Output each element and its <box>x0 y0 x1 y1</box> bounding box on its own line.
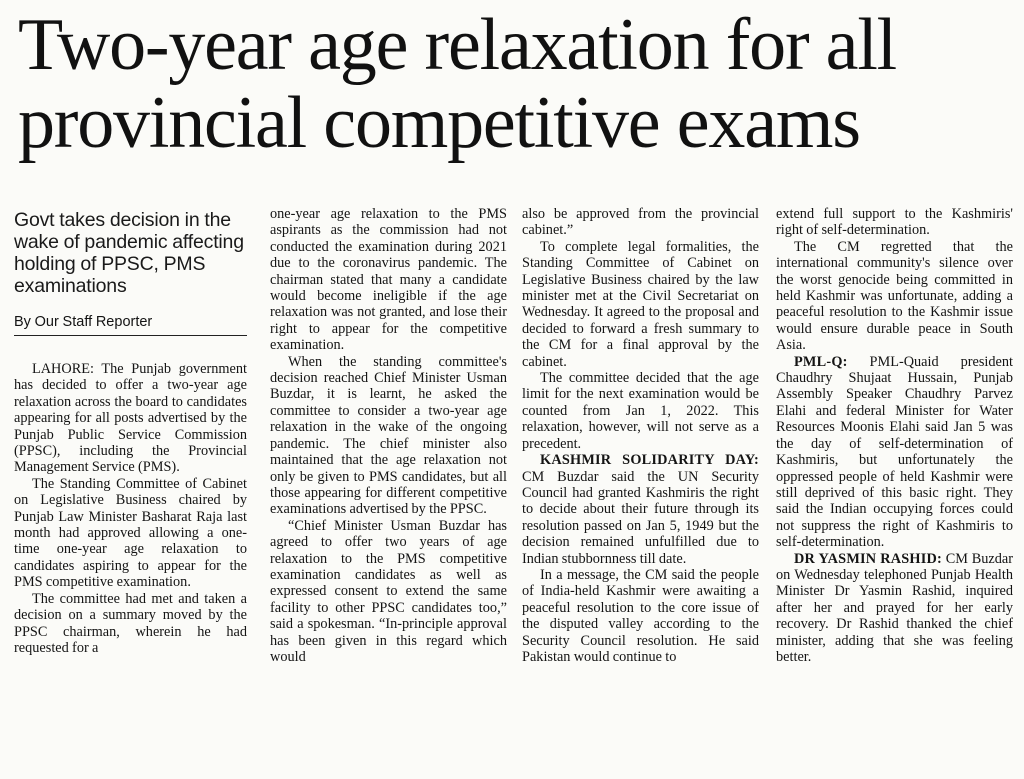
paragraph: The committee decided that the age limit for the next examination would be counted from Jan 1, 2022. This relaxation, however, will not serve as a precedent. <box>522 370 759 452</box>
byline: By Our Staff Reporter <box>14 313 247 336</box>
subhead-pml-q: PML-Q: <box>794 353 848 370</box>
article-column-4 <box>776 206 1013 665</box>
paragraph-text: PML-Quaid president Chaudhry Shujaat Hussain, Punjab Assembly Speaker Chaudhry Parvez Elahi and federal Minister for Water Resources Moonis Elahi said Jan 5 was the day of self-determination of Kashmiris, but unfortunately the oppressed people of held Kashmir were still deprived of this basic right. They said the Indian occupying forces could not suppress the right of Kashmiris to self-determination. <box>776 353 1013 551</box>
subhead-paragraph <box>776 551 1013 666</box>
paragraph: When the standing committee's decision reached Chief Minister Usman Buzdar, it is learnt, he asked the committee to consider a two-year age relaxation in the wake of the ongoing pandemic. The chief minister also maintained that the age relaxation not only be given to PMS candidates, but all those appearing for different competitive examinations advertised by the PPSC. <box>270 353 507 518</box>
subhead-paragraph <box>776 354 1013 551</box>
subhead-dr-yasmin-rashid: DR YASMIN RASHID: <box>794 550 943 567</box>
paragraph: The CM regretted that the international community's silence over the worst genocide being committed in held Kashmir was unfortunate, adding a peaceful resolution to the Kashmir issue would ensure durable peace in South Asia. <box>776 238 1013 354</box>
paragraph: The committee had met and taken a decision on a summary moved by the PPSC chairman, wherein he had requested for a <box>14 590 247 656</box>
paragraph: also be approved from the provincial cabinet.” <box>522 206 759 239</box>
paragraph-text: CM Buzdar said the UN Security Council had granted Kashmiris the right to decide about their future through its resolution passed on Jan 5, 1949 but the decision remained unfulfilled due to Indian stubbornness till date. <box>522 468 759 567</box>
paragraph: one-year age relaxation to the PMS aspirants as the commission had not conducted the examination during 2021 due to the coronavirus pandemic. The chairman stated that many a candidate would become ineligible if the age relaxation was not granted, and lose their right to appear for the competitive examination. <box>270 206 507 354</box>
deck-subheadline: Govt takes decision in the wake of pandemic affecting holding of PPSC, PMS examinations <box>14 209 244 297</box>
headline: Two-year age relaxation for all provincial competitive exams <box>18 4 897 164</box>
article-column-1 <box>14 209 247 656</box>
paragraph: In a message, the CM said the people of India-held Kashmir were awaiting a peaceful resolution to the core issue of the disputed valley according to the Security Council resolution. He said Pakistan would continue to <box>522 566 759 665</box>
subhead-kashmir-solidarity-day: KASHMIR SOLIDARITY DAY: <box>540 452 759 469</box>
paragraph: “Chief Minister Usman Buzdar has agreed to offer two years of age relaxation to the PMS competitive examination candidates as well as expressed consent to extend the same facility to other PPSC candidates too,” said a spokesman. “In-principle approval has been given in this regard which would <box>270 517 507 665</box>
article-column-3 <box>522 206 759 665</box>
paragraph: extend full support to the Kashmiris' right of self-determination. <box>776 206 1013 239</box>
paragraph: The Standing Committee of Cabinet on Legislative Business chaired by Punjab Law Minister Basharat Raja last month had approved allowing a one-time one-year age relaxation to candidates aspiring to appear for the PMS competitive examination. <box>14 475 247 591</box>
subhead-paragraph <box>522 452 759 567</box>
paragraph: LAHORE: The Punjab government has decided to offer a two-year age relaxation across the board to candidates appearing for all posts advertised by the Punjab Public Service Commission (PPSC), including the Provincial Management Service (PMS). <box>14 361 247 476</box>
article-column-2 <box>270 206 507 665</box>
paragraph-text: CM Buzdar on Wednesday telephoned Punjab Health Minister Dr Yasmin Rashid, inquired after her and prayed for her early recovery. Dr Rashid thanked the chief minister, adding that she was feeling better. <box>776 550 1013 665</box>
paragraph: To complete legal formalities, the Standing Committee of Cabinet on Legislative Business chaired by the law minister met at the Civil Secretariat on Wednesday. It agreed to the proposal and decided to forward a fresh summary to the CM for a final approval by the cabinet. <box>522 238 759 370</box>
